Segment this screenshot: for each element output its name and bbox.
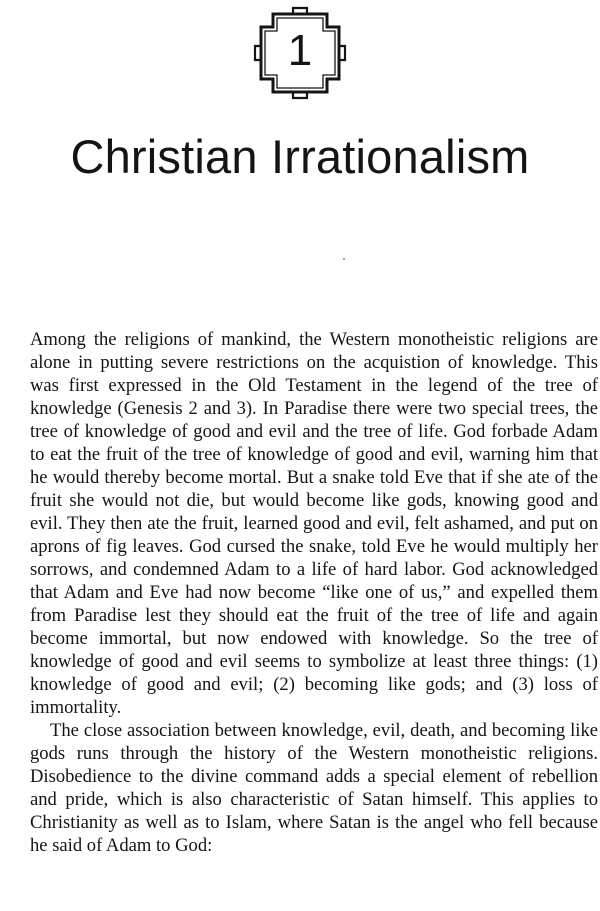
paragraph-2: The close association between knowledge, evil, death, and becoming like gods runs through the history of the Western monotheistic religions. Disobedience to the divine command adds a special element of rebellion and pride, which is also characteristic of Satan himself. This applies to Christianity as well as to Islam, where Satan is the angel who fell because he said of Adam to God: (30, 720, 598, 856)
print-speck (343, 258, 345, 260)
chapter-body (30, 328, 598, 857)
chapter-number-ornament (253, 6, 347, 100)
paragraph-1: Among the religions of mankind, the Western monotheistic religions are alone in putting severe restrictions on the acquistion of knowledge. This was first expressed in the Old Testament in the legend of the tree of knowledge (Genesis 2 and 3). In Paradise there were two special trees, the tree of knowledge of good and evil and the tree of life. God forbade Adam to eat the fruit of the tree of knowledge of good and evil, warning him that he would thereby become mortal. But a snake told Eve that if she ate of the fruit she would not die, but would become like gods, knowing good and evil. They then ate the fruit, learned good and evil, felt ashamed, and put on aprons of fig leaves. God cursed the snake, told Eve he would multiply her sorrows, and condemned Adam to a life of hard labor. God acknowledged that Adam and Eve had now become “like one of us,” and expelled them from Paradise lest they should eat the fruit of the tree of life and again become immortal, but now endowed with knowledge. So the tree of knowledge of good and evil seems to symbolize at least three things: (1) knowledge of good and evil; (2) becoming like gods; and (3) loss of immortality. (30, 329, 598, 718)
chapter-title: Christian Irrationalism (70, 130, 530, 183)
chapter-number: 1 (287, 26, 313, 75)
